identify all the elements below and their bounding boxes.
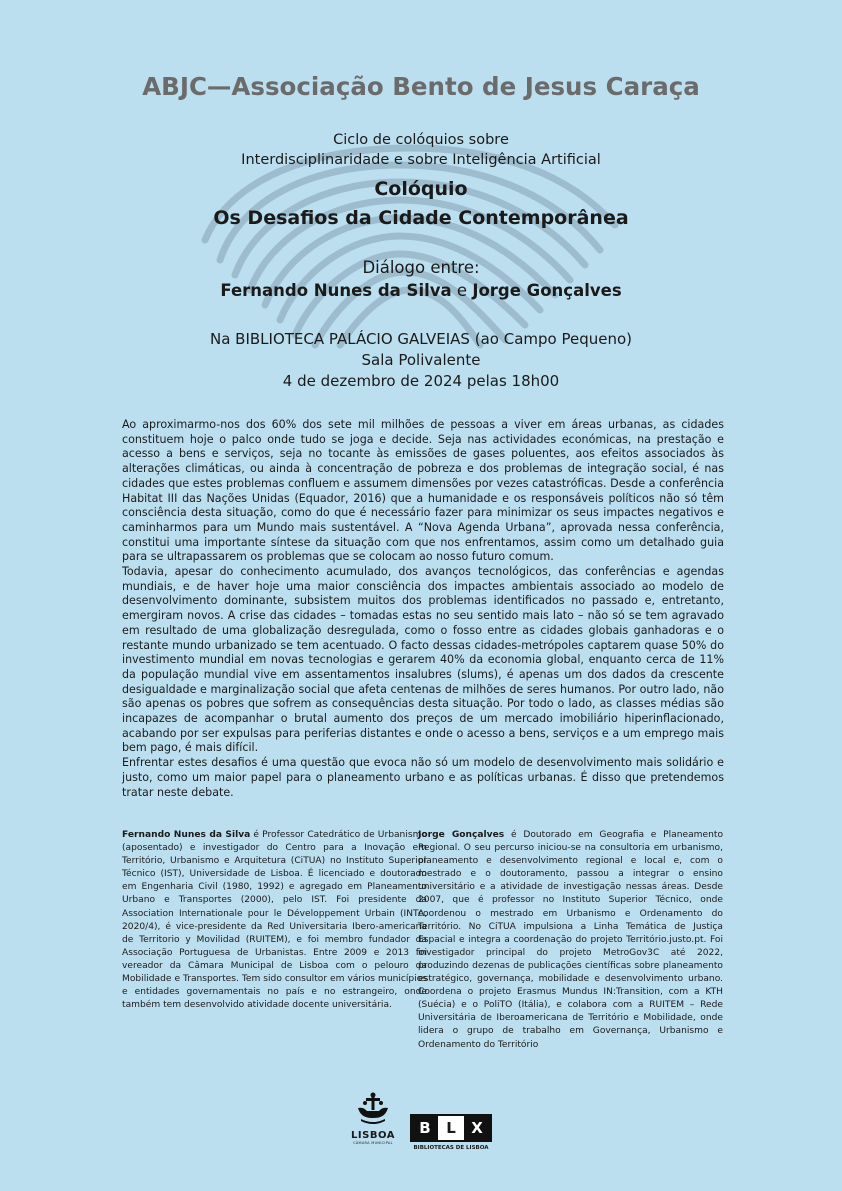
- title-line-2: Os Desafios da Cidade Contemporânea: [213, 207, 629, 229]
- title-line-1: Colóquio: [374, 178, 468, 200]
- description-paragraph: Ao aproximarmo-nos dos 60% dos sete mil milhões de pessoas a viver em áreas urbanas, as cidades constituem hoje o palco onde tudo se joga e decide. Seja nas actividades económicas, na prestação e acesso a bens e serviços, seja no tocante às emissões de gases poluentes, aos efeitos associados às alterações climáticas, ou ainda à concentração de pobreza e dos problemas de integração social, é nas cidades que estes problemas confluem e assumem dimensões por vezes catastróficas. Desde a conferência Habitat III das Nações Unidas (Equador, 2016) que a humanidade e os responsáveis políticos não só têm consciência desta situação, como do que é necessário fazer para minimizar os seus impactes negativos e caminharmos para um Mundo mais sustentável. A “Nova Agenda Urbana”, aprovada nessa conferência, constitui uma importante síntese da situação com que nos enfrentamos, assim como um detalhado guia para se ultrapassarem os problemas que se colocam ao nosso futuro comum.: [122, 418, 724, 564]
- bio-jorge: [418, 829, 723, 1052]
- blx-letter-l: L: [446, 1119, 456, 1137]
- blx-subtitle: BIBLIOTECAS DE LISBOA: [413, 1145, 489, 1151]
- lisboa-logo: [347, 1092, 399, 1152]
- lisboa-subtitle: CÂMARA MUNICIPAL: [353, 1141, 393, 1145]
- description-paragraph: Todavia, apesar do conhecimento acumulado, dos avanços tecnológicos, das conferências e agendas mundiais, e de haver hoje uma maior consciência dos impactes ambientais associado ao modelo de desenvolvimento dominante, subsistem muitos dos problemas identificados no passado e, entretanto, emergiram novos. A crise das cidades – tomadas estas no seu sentido mais lato – não só se tem agravado em resultado de uma globalização desregulada, como o fosso entre as cidades globais ganhadoras e o restante mundo urbanizado se tem acentuado. O facto dessas cidades-metrópoles captarem quase 50% do investimento mundial em novas tecnologias e gerarem 40% da economia global, enquanto cerca de 11% da população mundial vive em assentamentos insalubres (slums), é apenas um dos dados da crescente desigualdade e marginalização social que afeta centenas de milhões de seres humanos. Por outro lado, não são apenas os pobres que sofrem as consequências desta situação. Por todo o lado, as classes médias são incapazes de acompanhar o brutal aumento dos preços de um mercado imobiliário hiperinflacionado, acabando por ser expulsas para periferias distantes e onde o acesso a bens, serviços e a um emprego mais bem pago, é mais difícil.: [122, 565, 724, 755]
- event-date: 4 de dezembro de 2024 pelas 18h00: [282, 372, 560, 390]
- fingerprint-watermark: [200, 140, 620, 350]
- bio-text: é Professor Catedrático de Urbanismo (aposentado) e investigador do Centro para a Inovação em Território, Urbanismo e Arquitetura (CiTUA) no Instituto Superior Técnico (IST), Universidade de Lisboa. É licenciado e doutorado em Engenharia Civil (1980, 1992) e agregado em Planeamento Urbano e Transportes (2000), pelo IST. Foi presidente da Association Internationale pour le Développement Urbain (INTA, 2020/4), é vice-presidente da Red Universitaria Ibero-americana de Territorio y Movilidad (RUITEM), e foi membro fundador da Associação Portuguesa de Urbanistas. Entre 2009 e 2013 foi vereador da Câmara Municipal de Lisboa com o pelouro da Mobilidade e Transportes. Tem sido consultor em vários municípios e entidades governamentais no país e no estrangeiro, onde também tem desenvolvido atividade docente universitária.: [122, 830, 428, 1011]
- cycle-heading: [0, 130, 842, 170]
- description-body: [122, 418, 724, 800]
- lisboa-wordmark: LISBOA: [351, 1130, 395, 1141]
- cycle-line-1: Ciclo de colóquios sobre: [333, 132, 509, 148]
- description-paragraph: Enfrentar estes desafios é uma questão que evoca não só um modelo de desenvolvimento mais solidário e justo, como um maior papel para o planeamento urbano e as políticas urbanas. É disso que pretendemos tratar neste debate.: [122, 756, 724, 799]
- cycle-line-2: Interdisciplinaridade e sobre Inteligência Artificial: [241, 152, 601, 168]
- speaker-1: Fernando Nunes da Silva: [220, 281, 452, 300]
- blx-letters: [410, 1114, 492, 1142]
- dialog-speakers: [0, 279, 842, 302]
- dialog-intro: Diálogo entre:: [362, 258, 480, 277]
- organization-title: ABJC—Associação Bento de Jesus Caraça: [142, 72, 700, 101]
- bio-text: é Doutorado em Geografia e Planeamento Regional. O seu percurso iniciou-se na consultoria em urbanismo, planeamento e desenvolvimento regional e local e, com o mestrado e o doutoramento, passou a integrar o ensino universitário e a atividade de investigação nessas áreas. Desde 2007, que é professor no Instituto Superior Técnico, onde coordenou o mestrado em Urbanismo e Ordenamento do Território. No CiTUA impulsiona a Linha Temática de Justiça Espacial e integra a coordenação do projeto Território.justo.pt. Foi investigador principal do projeto MetroGov3C até 2022, produzindo dezenas de publicações científicas sobre planeamento estratégico, governança, mobilidade e desenvolvimento urbano. Coordena o projeto Erasmus Mundus IN:Transition, com a KTH (Suécia) e o PoliTO (Itália), e colabora com a RUITEM – Rede Universitária de Iberoamericana de Território e Mobilidade, onde lidera o grupo de trabalho em Governança, Urbanismo e Ordenamento do Território: [418, 830, 724, 1050]
- blx-letter-x: X: [464, 1116, 490, 1140]
- dialog-section: [0, 256, 842, 302]
- blx-logo: [410, 1114, 492, 1151]
- venue-section: [0, 329, 842, 392]
- bio-name: Fernando Nunes da Silva: [122, 830, 251, 840]
- colloquium-title: [0, 175, 842, 233]
- venue-room: Sala Polivalente: [361, 351, 481, 369]
- blx-letter-b: B: [412, 1116, 438, 1140]
- speaker-2: Jorge Gonçalves: [472, 281, 622, 300]
- speaker-connector: e: [451, 281, 473, 300]
- lisboa-emblem-icon: [355, 1092, 391, 1126]
- bio-name: Jorge Gonçalves: [418, 830, 505, 840]
- bio-fernando: [122, 829, 427, 1012]
- venue-place: Na BIBLIOTECA PALÁCIO GALVEIAS (ao Campo Pequeno): [209, 330, 632, 348]
